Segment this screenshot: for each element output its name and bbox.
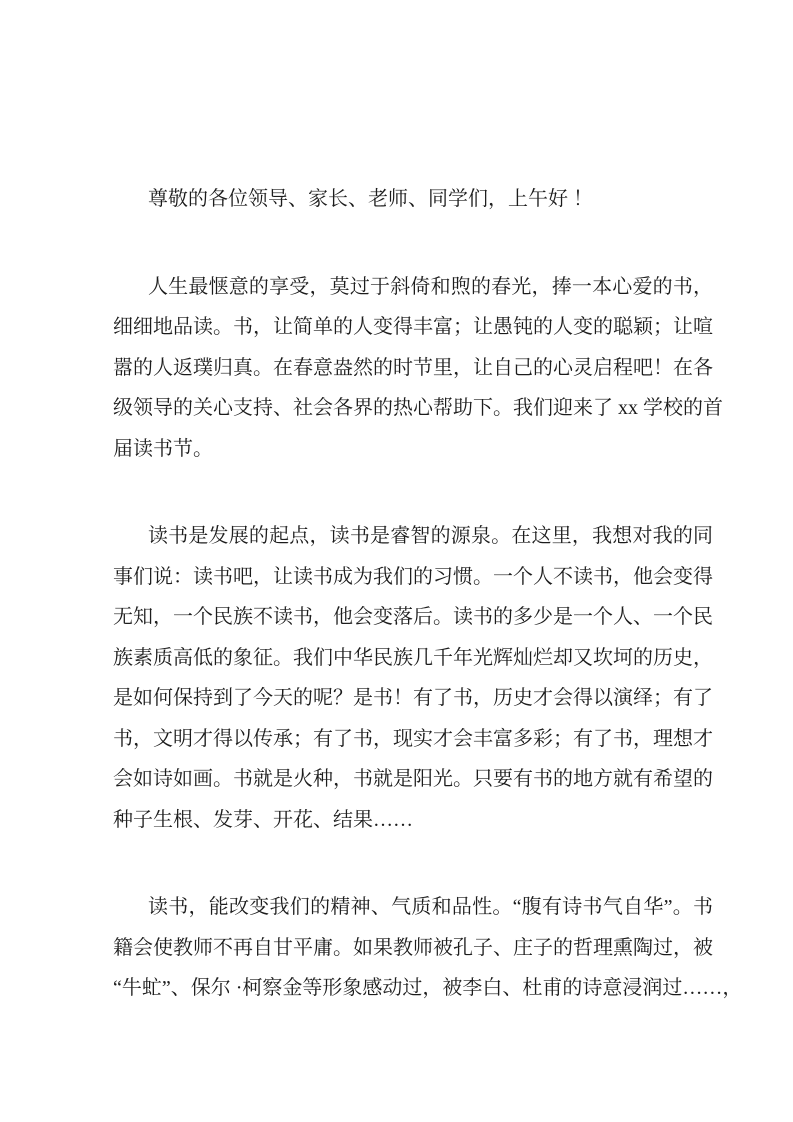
text-line: 籍会使教师不再自甘平庸。如果教师被孔子、庄子的哲理熏陶过，被 — [113, 936, 713, 959]
text-line: 是如何保持到了今天的呢？是书！有了书，历史才会得以演绎；有了 — [113, 687, 713, 709]
text-line: 读书，能改变我们的精神、气质和品性。“腹有诗书气自华”。书 — [148, 896, 713, 918]
paragraph-intro — [113, 267, 723, 470]
text-line: 届读书节。 — [113, 437, 213, 460]
text-line: 嚣的人返璞归真。在春意盎然的时节里，让自己的心灵启程吧！在各 — [113, 356, 713, 379]
text-line: 会如诗如画。书就是火种，书就是阳光。只要有书的地方就有希望的 — [113, 768, 713, 790]
text-line: 族素质高低的象征。我们中华民族几千年光辉灿烂却又坎坷的历史， — [113, 646, 713, 669]
text-line: 尊敬的各位领导、家长、老师、同学们，上午好 ！ — [148, 188, 593, 210]
text-line: 读书是发展的起点，读书是睿智的源泉。在这里，我想对我的同 — [148, 525, 713, 547]
paragraph-reading-changes-us — [113, 887, 743, 1009]
text-line: 无知，一个民族不读书，他会变落后。读书的多少是一个人、一个民 — [113, 606, 713, 628]
text-line: 级领导的关心支持、社会各界的热心帮助下。我们迎来了 xx 学校的首 — [113, 397, 723, 419]
paragraph-greeting — [113, 179, 713, 220]
text-line: 种子生根、发芽、开花、结果…… — [113, 808, 413, 831]
paragraph-reading-importance — [113, 516, 713, 840]
text-line: 事们说：读书吧，让读书成为我们的习惯。一个人不读书，他会变得 — [113, 565, 713, 588]
text-line: 人生最惬意的享受，莫过于斜倚和煦的春光，捧一本心爱的书， — [148, 275, 713, 298]
text-line: 书，文明才得以传承；有了书，现实才会丰富多彩；有了书，理想才 — [113, 727, 713, 750]
text-line: 细细地品读。书，让简单的人变得丰富；让愚钝的人变的聪颖；让喧 — [113, 316, 713, 338]
text-line: “牛虻”、保尔 ·柯察金等形象感动过，被李白、杜甫的诗意浸润过……， — [113, 977, 743, 999]
